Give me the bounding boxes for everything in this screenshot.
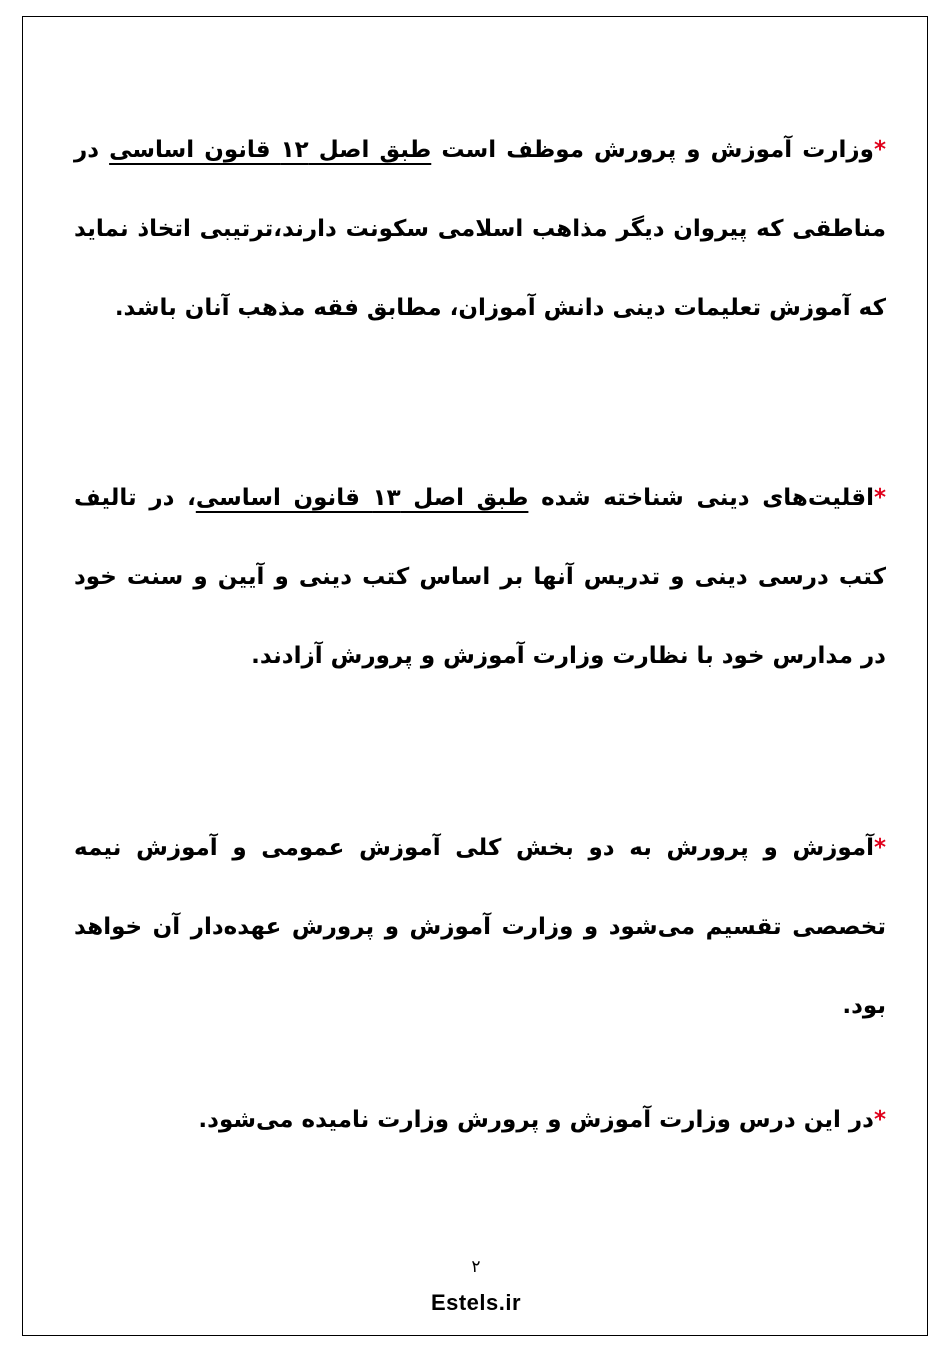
underlined-reference: طبق اصل ۱۲ قانون اساسی bbox=[109, 137, 432, 163]
asterisk-marker: * bbox=[873, 485, 886, 511]
paragraph-article-12 bbox=[74, 111, 886, 348]
footer-website: Estels.ir bbox=[430, 1290, 522, 1315]
paragraph-text-start: وزارت آموزش و پرورش موظف است bbox=[431, 137, 874, 163]
asterisk-marker: * bbox=[873, 137, 887, 163]
paragraph-ministry-definition bbox=[74, 1081, 886, 1160]
paragraph-text-end: ، در تالیف کتب درسی دینی و تدریس آنها بر اساس کتب دینی و آیین و سنت خود در مدارس خود با نظارت وزارت آموزش و پرورش آزادند. bbox=[74, 485, 886, 669]
paragraph-text-end: در مناطقی که پیروان دیگر مذاهب اسلامی سکونت دارند،ترتیبی اتخاذ نماید که آموزش تعلیمات دینی دانش آموزان، مطابق فقه مذهب آنان باشد. bbox=[74, 137, 886, 321]
paragraph-text: در این درس وزارت آموزش و پرورش وزارت نامیده می‌شود. bbox=[198, 1107, 874, 1133]
asterisk-marker: * bbox=[873, 835, 886, 861]
asterisk-marker: * bbox=[873, 1107, 886, 1133]
underlined-reference: طبق اصل ۱۳ قانون اساسی bbox=[195, 485, 529, 511]
page-number: ۲ bbox=[471, 1257, 481, 1277]
paragraph-article-13 bbox=[74, 459, 886, 696]
paragraph-text: آموزش و پرورش به دو بخش کلی آموزش عمومی و آموزش نیمه تخصصی تقسیم می‌شود و وزارت آموزش و پرورش عهده‌دار آن خواهد بود. bbox=[74, 835, 886, 1019]
paragraph-education-sections bbox=[74, 809, 886, 1046]
paragraph-text-start: اقلیت‌های دینی شناخته شده bbox=[528, 485, 874, 511]
